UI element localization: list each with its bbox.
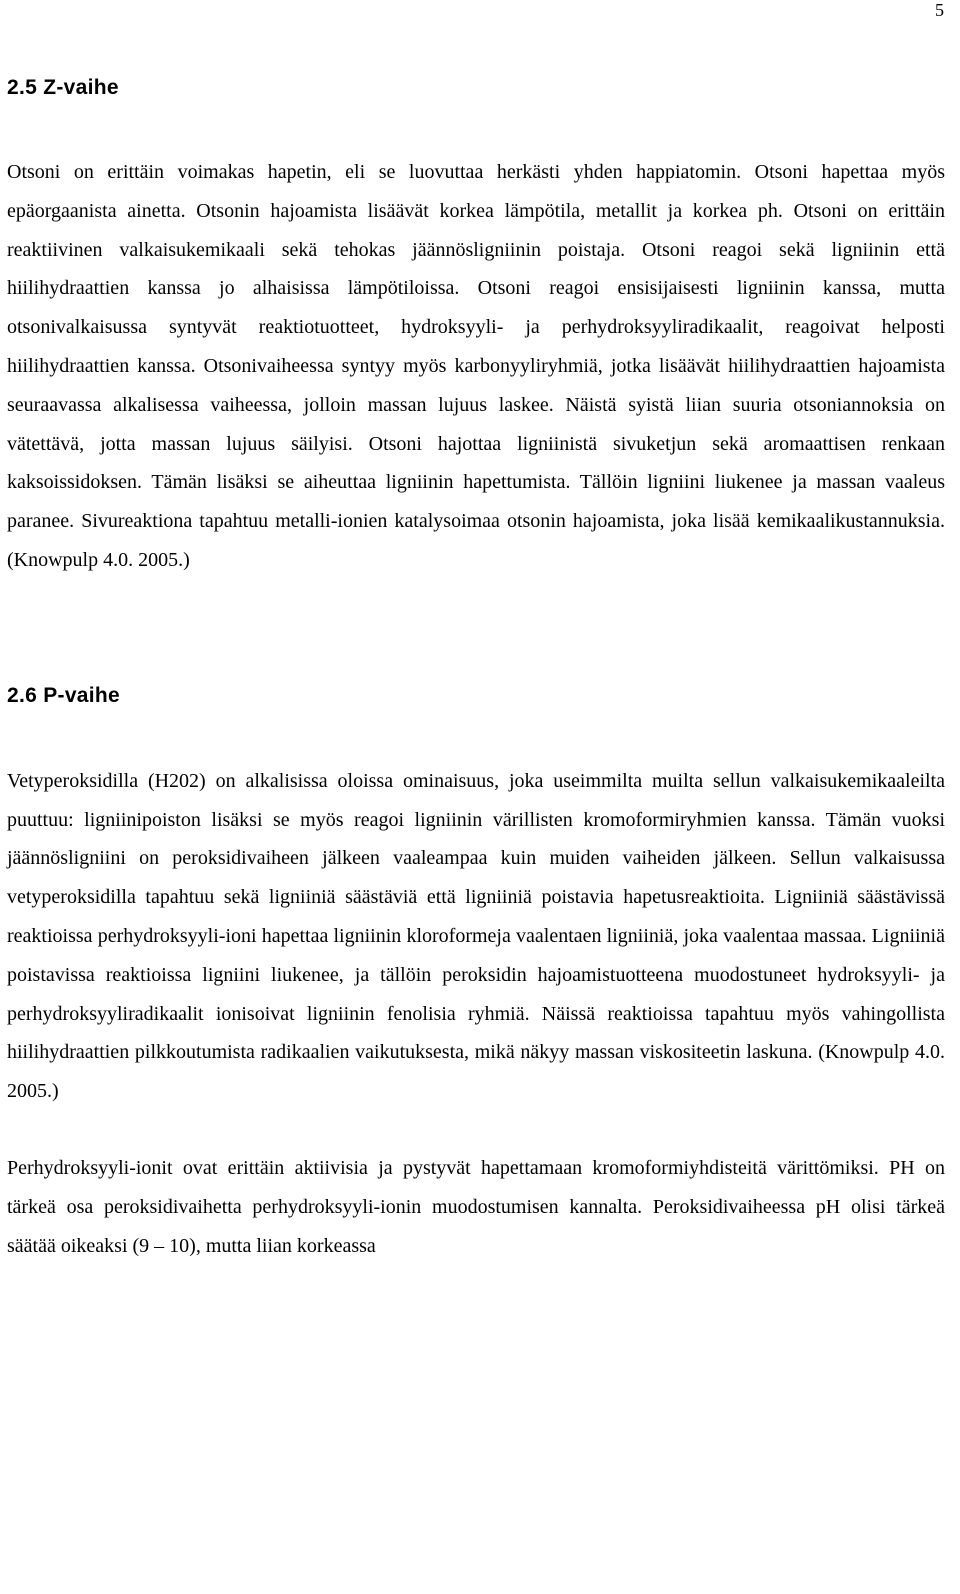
section-heading-p-stage: 2.6 P-vaihe: [7, 683, 121, 707]
paragraph-spacer: [7, 1111, 945, 1149]
document-body: [7, 68, 945, 1265]
section-spacer: [7, 580, 945, 676]
paragraph-p-stage-1: Vetyperoksidilla (H202) on alkalisissa oloissa ominaisuus, joka useimmilta muilta sellun valkaisukemikaaleilta puuttuu: ligniinipoiston lisäksi se myös reagoi ligniinin värillisten kromoformiryhmien kanssa. Tämän vuoksi jäännösligniini on peroksidivaiheen jälkeen vaaleampaa kuin muiden vaiheiden jälkeen. Sellun valkaisussa vetyperoksidilla tapahtuu sekä ligniiniä säästäviä että ligniiniä poistavia hapetusreaktioita. Ligniiniä säästävissä reaktioissa perhydroksyyli-ioni hapettaa ligniinin kloroformeja vaalentaen ligniiniä, joka vaalentaa massaa. Ligniiniä poistavissa reaktioissa ligniini liukenee, ja tällöin peroksidin hajoamistuotteena muodostuneet hydroksyyli- ja perhydroksyyliradikaalit ionisoivat ligniinin fenolisia ryhmiä. Näissä reaktioissa tapahtuu myös vahingollista hiilihydraattien pilkkoutumista radikaalien vaikutuksesta, mikä näkyy massan viskositeetin laskuna. (Knowpulp 4.0. 2005.): [7, 769, 945, 1103]
page-number: 5: [935, 0, 944, 20]
paragraph-p-stage-2: Perhydroksyyli-ionit ovat erittäin aktiivisia ja pystyvät hapettamaan kromoformiyhdisteitä värittömiksi. PH on tärkeä osa peroksidivaihetta perhydroksyyli-ionin muodostumisen kannalta. Peroksidivaiheessa pH olisi tärkeä säätää oikeaksi (9 – 10), mutta liian korkeassa: [7, 1156, 945, 1257]
section-heading-z-stage: 2.5 Z-vaihe: [7, 76, 119, 99]
paragraph-z-stage: Otsoni on erittäin voimakas hapetin, eli se luovuttaa herkästi yhden happiatomin. Otsoni hapettaa myös epäorgaanista ainetta. Otsonin hajoamista lisäävät korkea lämpötila, metallit ja korkea ph. Otsoni on erittäin reaktiivinen valkaisukemikaali sekä tehokas jäännösligniinin poistaja. Otsoni reagoi sekä ligniinin että hiilihydraattien kanssa jo alhaisissa lämpötiloissa. Otsoni reagoi ensisijaisesti ligniinin kanssa, mutta otsonivalkaisussa syntyvät reaktiotuotteet, hydroksyyli- ja perhydroksyyliradikaalit, reagoivat helposti hiilihydraattien kanssa. Otsonivaiheessa syntyy myös karbonyyliryhmiä, jotka lisäävät hiilihydraattien hajoamista seuraavassa alkalisessa vaiheessa, jolloin massan lujuus laskee. Näistä syistä liian suuria otsoniannoksia on vätettävä, jotta massan lujuus säilyisi. Otsoni hajottaa ligniinistä sivuketjun sekä aromaattisen renkaan kaksoissidoksen. Tämän lisäksi se aiheuttaa ligniinin hapettumista. Tällöin ligniini liukenee ja massan vaaleus paranee. Sivureaktiona tapahtuu metalli-ionien katalysoimaa otsonin hajoamista, joka lisää kemikaalikustannuksia. (Knowpulp 4.0. 2005.): [7, 161, 945, 571]
